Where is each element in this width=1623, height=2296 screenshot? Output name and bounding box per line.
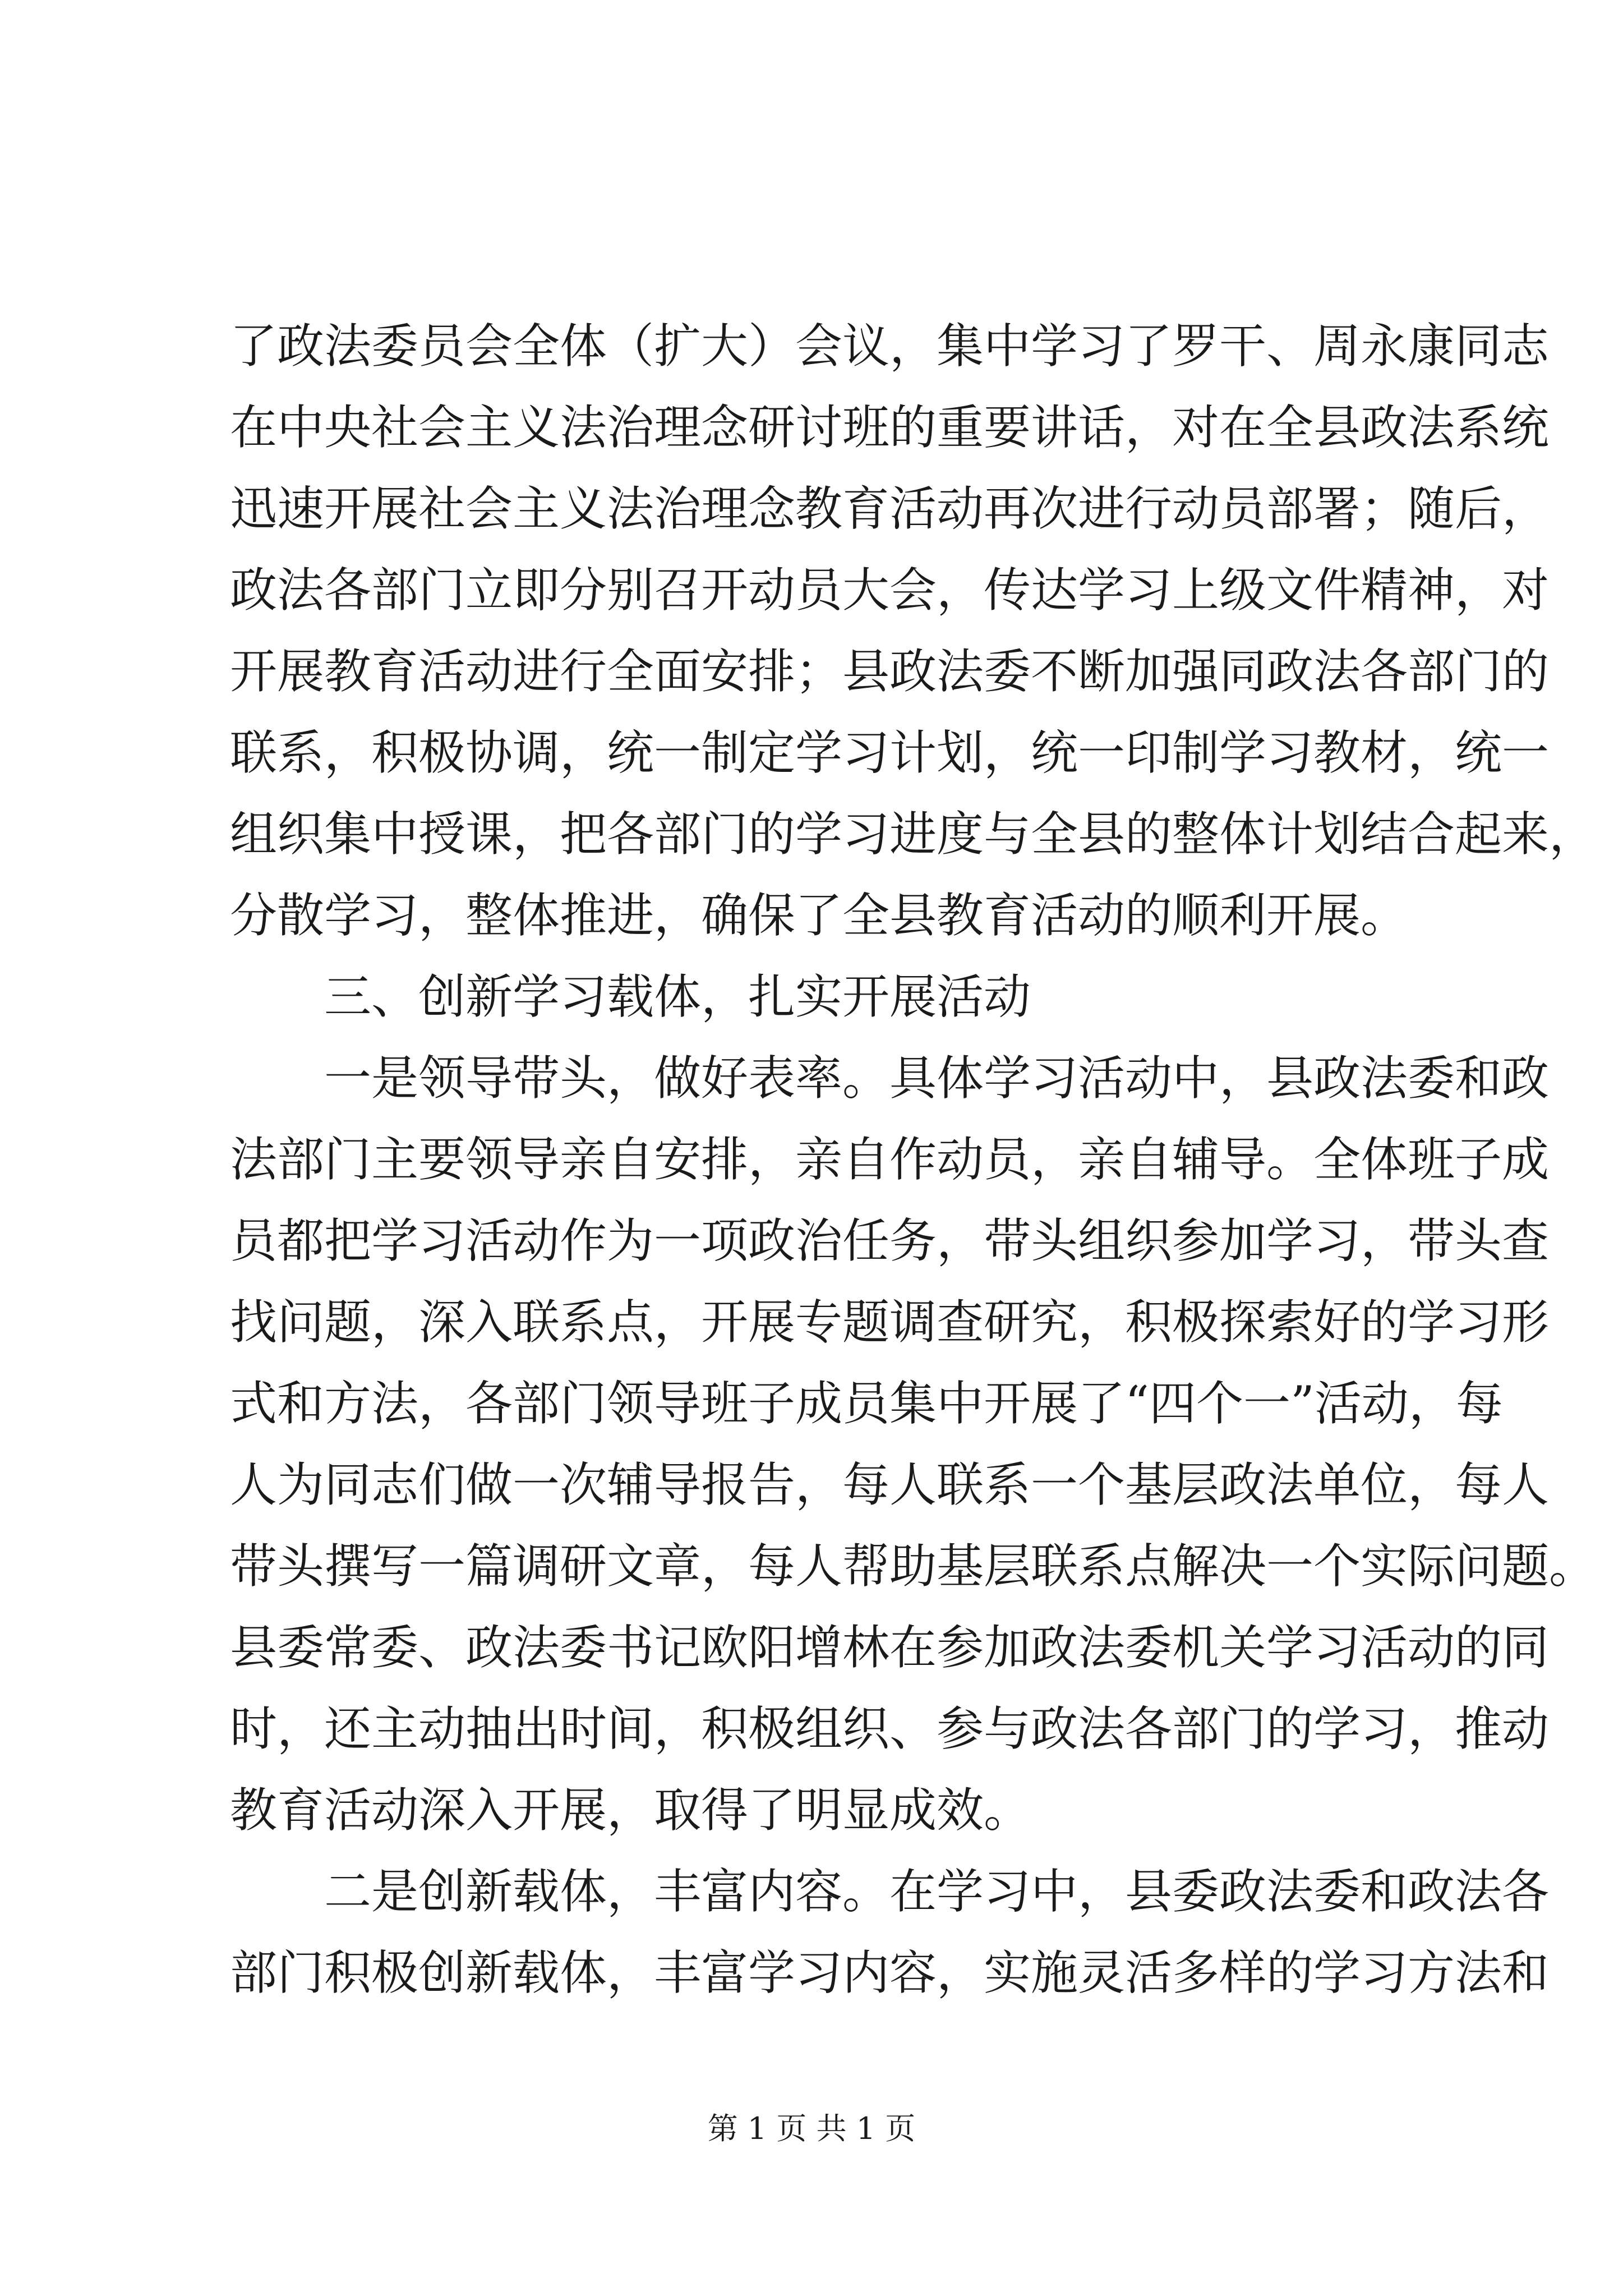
section-heading: 三、创新学习载体，扎实开展活动: [324, 969, 1031, 1024]
paragraph-line: 迅速开展社会主义法治理念教育活动再次进行动员部署；随后，: [230, 481, 1550, 536]
paragraph-line: 找问题，深入联系点，开展专题调查研究，积极探索好的学习形: [230, 1295, 1550, 1350]
paragraph-line: 联系，积极协调，统一制定学习计划，统一印制学习教材，统一: [230, 725, 1550, 780]
document-body: [230, 306, 1597, 2014]
paragraph-line: 法部门主要领导亲自安排，亲自作动员，亲自辅导。全体班子成: [230, 1132, 1550, 1187]
paragraph-line: 二是创新载体，丰富内容。在学习中，县委政法委和政法各: [324, 1864, 1550, 1919]
paragraph-line: 政法各部门立即分别召开动员大会，传达学习上级文件精神，对: [230, 563, 1550, 618]
paragraph-line: 组织集中授课，把各部门的学习进度与全县的整体计划结合起来，: [230, 807, 1597, 862]
paragraph-line: 员都把学习活动作为一项政治任务，带头组织参加学习，带头查: [230, 1213, 1550, 1268]
paragraph-line: 一是领导带头，做好表率。具体学习活动中，县政法委和政: [324, 1051, 1550, 1106]
paragraph-line: 人为同志们做一次辅导报告，每人联系一个基层政法单位，每人: [230, 1457, 1550, 1512]
paragraph-line: 在中央社会主义法治理念研讨班的重要讲话，对在全县政法系统: [230, 400, 1550, 455]
paragraph-line: 带头撰写一篇调研文章，每人帮助基层联系点解决一个实际问题。: [230, 1539, 1597, 1594]
paragraph-line: 县委常委、政法委书记欧阳增林在参加政法委机关学习活动的同: [230, 1620, 1550, 1675]
paragraph-line: 部门积极创新载体，丰富学习内容，实施灵活多样的学习方法和: [230, 1945, 1550, 2000]
page-number-footer: 第 1 页 共 1 页: [707, 2111, 916, 2146]
paragraph-line: 时，还主动抽出时间，积极组织、参与政法各部门的学习，推动: [230, 1701, 1550, 1756]
paragraph-line: 式和方法，各部门领导班子成员集中开展了“四个一”活动，每: [230, 1376, 1503, 1431]
paragraph-line: 教育活动深入开展，取得了明显成效。: [230, 1783, 1031, 1838]
paragraph-line: 分散学习，整体推进，确保了全县教育活动的顺利开展。: [230, 888, 1408, 943]
paragraph-line: 开展教育活动进行全面安排；县政法委不断加强同政法各部门的: [230, 644, 1550, 699]
paragraph-line: 了政法委员会全体（扩大）会议，集中学习了罗干、周永康同志: [230, 319, 1550, 374]
